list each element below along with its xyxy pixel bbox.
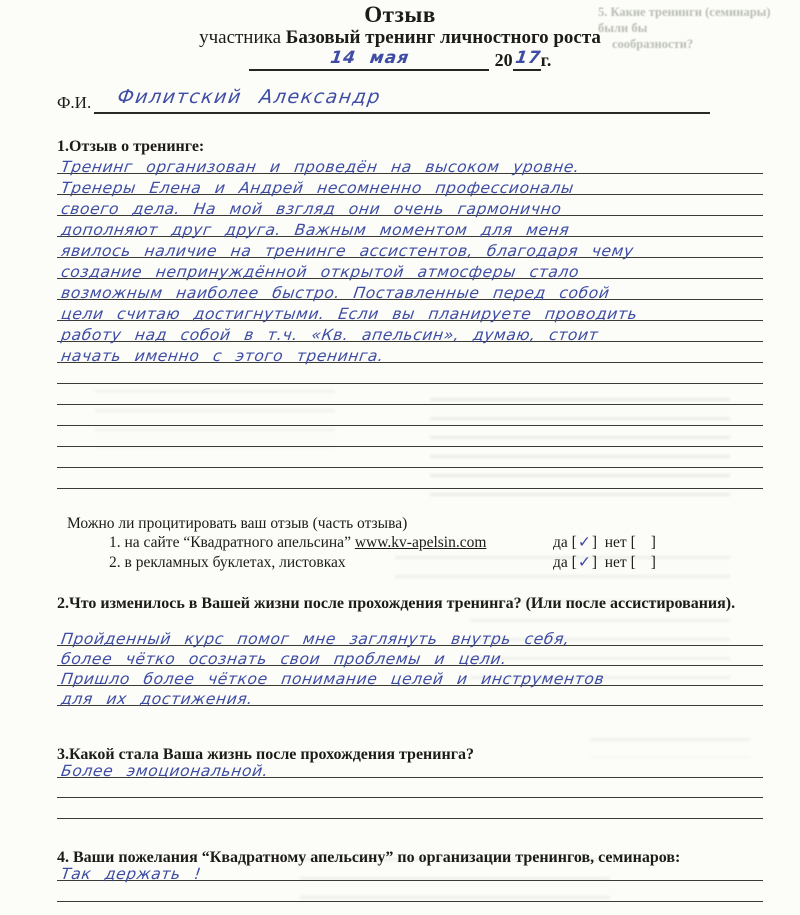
year-field [513,47,541,71]
ruled-line [57,881,763,903]
handwritten-text: дополняют друг друга. Важным моментом для меня [60,221,571,239]
ruled-line [57,153,763,174]
quote-option-site [67,533,767,553]
bracket: ] [650,534,656,551]
bracket: ] [650,553,656,571]
section2-heading: 2.Что изменилось в Вашей жизни после прохождения тренинга? (Или после ассистирования). [57,595,736,612]
ruled-line [57,321,763,342]
handwritten-text: Пройденный курс помог мне заглянуть внутрь себя, [60,629,571,648]
ruled-line [57,798,763,819]
handwritten-text: Тренинг организован и проведён на высоком уровне. [60,158,581,176]
name-row [57,86,710,114]
ruled-line [57,300,763,321]
ruled-line [57,757,763,778]
handwritten-text: более чётко осознать свои проблемы и цели. [60,649,509,668]
form-subtitle [0,27,800,49]
name-label: Ф.И. [57,93,92,112]
bracket: ] [591,534,597,551]
no-label: нет [604,553,627,571]
yes-no-group [553,553,656,572]
handwritten-text: своего дела. На мой взгляд они очень гармонично [60,200,563,218]
handwritten-text: Более эмоциональной. [60,761,270,780]
section3-heading: 3.Какой стала Ваша жизнь после прохождения тренинга? [57,746,474,763]
ruled-line [57,666,763,686]
date-row [0,47,800,71]
quote-question: Можно ли процитировать ваш отзыв (часть отзыва) [67,515,408,532]
yes-label: да [553,534,568,551]
handwritten-text: работу над собой в т.ч. «Кв. апельсин», думаю, стоит [60,326,600,344]
ruled-line [57,426,763,447]
year-printed: 20 [494,50,513,70]
quote-option-booklets [67,553,767,573]
handwritten-text: возможным наиболее быстро. Поставленные перед собой [60,284,611,302]
year-suffix: г. [540,50,552,70]
bracket: [ [571,553,577,571]
handwritten-date: 14 мая [329,48,411,68]
ruled-line [57,342,763,363]
handwritten-text: Так держать ! [60,864,203,883]
quote-option-label: 1. на сайте “Квадратного апельсина” [109,534,351,551]
bleedthrough-smudge [590,738,750,758]
ruled-line [57,626,763,646]
ruled-line [57,646,763,666]
bracket: [ [630,553,636,571]
section1-heading: 1.Отзыв о тренинге: [57,138,205,155]
no-label: нет [604,534,627,551]
handwritten-name: Филитский Александр [116,86,383,108]
section3-lines [57,757,763,819]
ruled-line [57,686,763,706]
ruled-line [57,384,763,405]
ruled-line [57,468,763,489]
handwritten-text: для их достижения. [60,689,255,708]
bracket: ] [591,553,597,571]
ruled-line [57,195,763,216]
ruled-line [57,363,763,384]
handwritten-text: Пришло более чёткое понимание целей и инструментов [60,669,606,688]
checkmark-icon: ✓ [577,552,591,571]
handwritten-year: 17 [513,48,543,68]
section4-lines [57,859,763,902]
bleedthrough-text: 5. Какие тренинги (семинары) были бы сообразности? [598,5,771,51]
handwritten-text: явилось наличие на тренинге ассистентов, благодаря чему [60,242,636,260]
yes-label: да [553,553,568,571]
ruled-line [57,174,763,195]
website-link: www.kv-apelsin.com [354,534,487,551]
ruled-line [57,859,763,881]
ruled-line [57,405,763,426]
name-field [94,86,710,114]
bracket: [ [630,534,636,551]
ruled-line [57,258,763,279]
handwritten-text: Тренеры Елена и Андрей несомненно профессионалы [60,179,576,197]
date-field [249,47,489,71]
section1-lines [57,153,763,489]
bracket: [ [571,534,577,551]
ruled-line [57,778,763,799]
handwritten-text: цели считаю достигнутыми. Если вы планируете проводить [60,305,639,323]
section4-heading: 4. Ваши пожелания “Квадратному апельсину” по организации тренингов, семинаров: [57,849,681,866]
checkmark-icon: ✓ [577,533,591,551]
ruled-line [57,279,763,300]
yes-no-group [553,533,656,552]
form-title: Отзыв [364,2,436,27]
handwritten-text: создание непринуждённой открытой атмосферы стало [60,263,581,281]
handwritten-text: начать именно с этого тренинга. [60,347,385,365]
training-name: Базовый тренинг личностного роста [285,27,601,48]
subtitle-prefix: участника [199,27,282,48]
section2-lines [57,626,763,706]
ruled-line [57,447,763,468]
ruled-line [57,216,763,237]
quote-permission-block [67,514,767,572]
ruled-line [57,237,763,258]
quote-option-label: 2. в рекламных буклетах, листовках [109,553,346,571]
